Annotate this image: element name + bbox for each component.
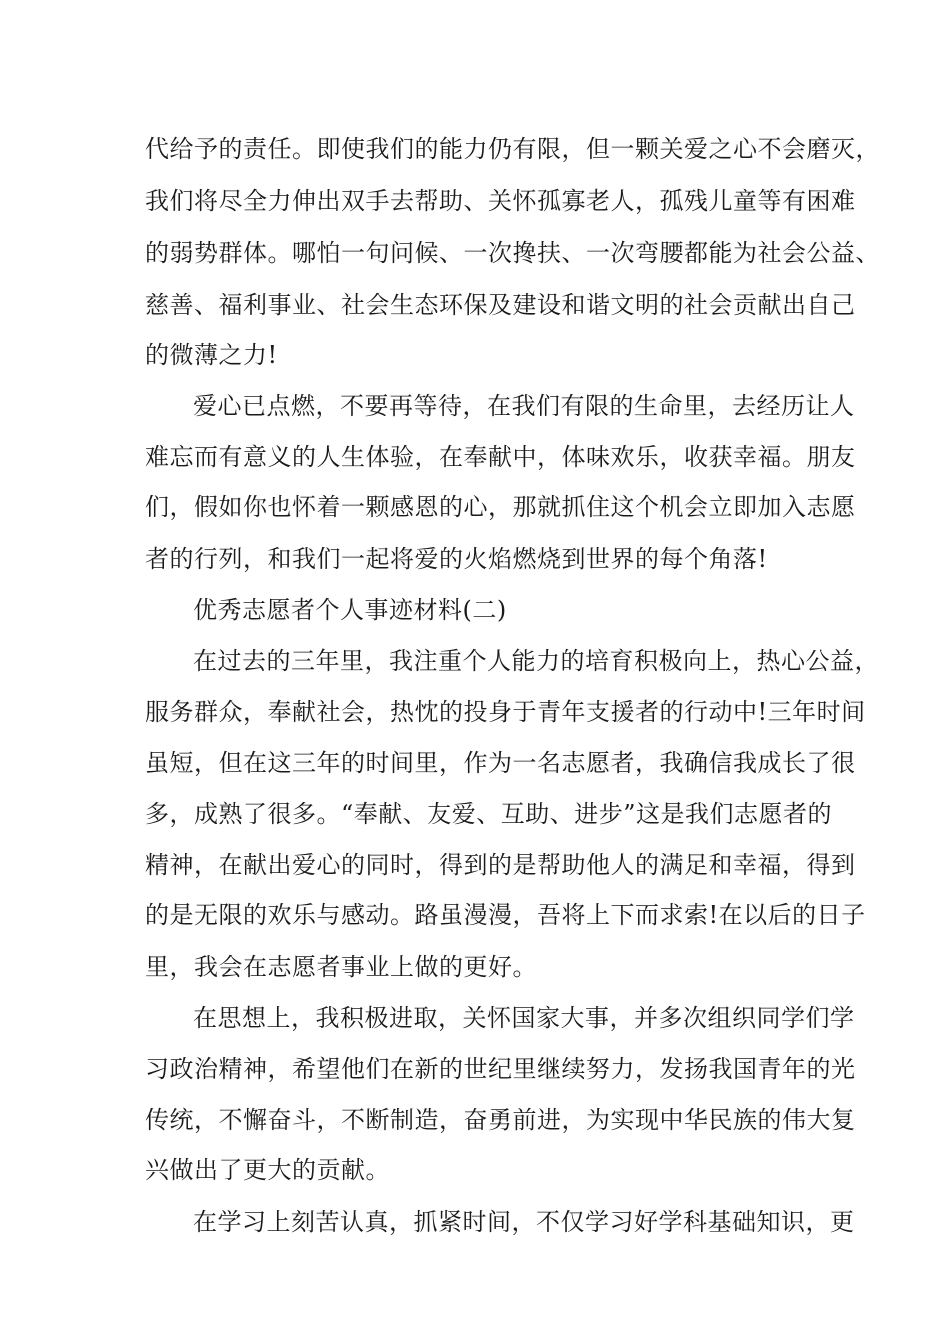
text-line: 兴做出了更大的贡献。 — [145, 1156, 390, 1184]
text-line: 的微薄之力! — [145, 341, 278, 369]
paragraph-first-line: 在学习上刻苦认真，抓紧时间，不仅学习好学科基础知识，更 — [193, 1208, 855, 1236]
text-line: 们，假如你也怀着一颗感恩的心，那就抓住这个机会立即加入志愿 — [145, 493, 856, 521]
text-line: 者的行列，和我们一起将爱的火焰燃烧到世界的每个角落! — [145, 545, 768, 573]
text-line: 多，成熟了很多。“奉献、友爱、互助、进步”这是我们志愿者的 — [145, 800, 833, 828]
text-line: 传统，不懈奋斗，不断制造，奋勇前进，为实现中华民族的伟大复 — [145, 1106, 856, 1134]
text-line: 的弱势群体。哪怕一句问候、一次搀扶、一次弯腰都能为社会公益、 — [145, 239, 880, 267]
text-line: 精神，在献出爱心的同时，得到的是帮助他人的满足和幸福，得到 — [145, 851, 856, 879]
paragraph-first-line: 爱心已点燃，不要再等待，在我们有限的生命里，去经历让人 — [193, 392, 855, 420]
text-line: 我们将尽全力伸出双手去帮助、关怀孤寡老人，孤残儿童等有困难 — [145, 187, 856, 215]
text-line: 习政治精神，希望他们在新的世纪里继续努力，发扬我国青年的光 — [145, 1055, 856, 1083]
text-line: 虽短，但在这三年的时间里，作为一名志愿者，我确信我成长了很 — [145, 749, 856, 777]
paragraph-first-line: 在思想上，我积极进取，关怀国家大事，并多次组织同学们学 — [193, 1004, 855, 1032]
section-heading: 优秀志愿者个人事迹材料(二) — [193, 596, 507, 624]
text-line: 难忘而有意义的人生体验，在奉献中，体味欢乐，收获幸福。朋友 — [145, 443, 856, 471]
text-line: 代给予的责任。即使我们的能力仍有限，但一颗关爱之心不会磨灭， — [145, 135, 880, 163]
paragraph-first-line: 在过去的三年里，我注重个人能力的培育积极向上，热心公益， — [193, 647, 879, 675]
text-line: 的是无限的欢乐与感动。路虽漫漫，吾将上下而求索!在以后的日子 — [145, 901, 866, 929]
text-line: 服务群众，奉献社会，热忱的投身于青年支援者的行动中!三年时间 — [145, 698, 866, 726]
text-line: 慈善、福利事业、社会生态环保及建设和谐文明的社会贡献出自己 — [145, 291, 856, 319]
text-line: 里，我会在志愿者事业上做的更好。 — [145, 953, 537, 981]
